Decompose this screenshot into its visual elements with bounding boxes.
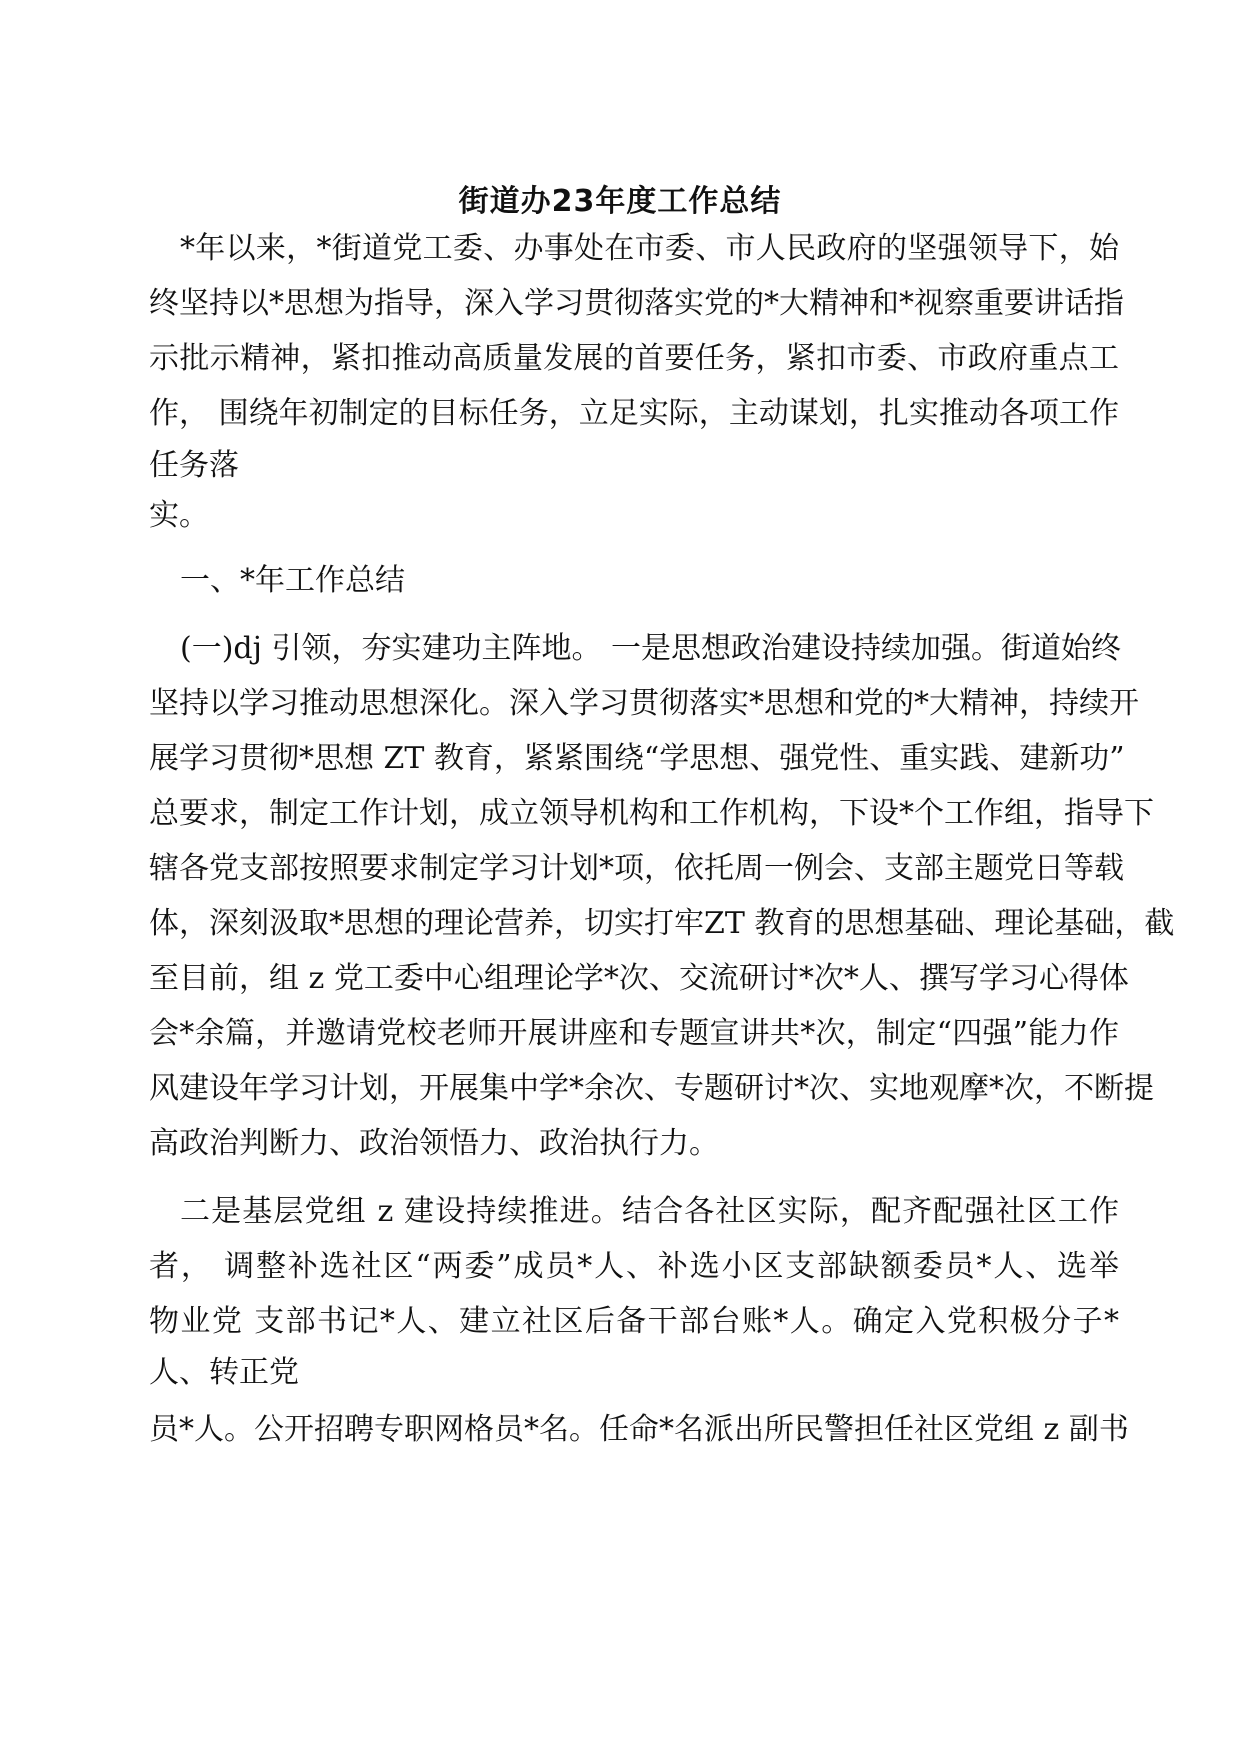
body-line: 示批示精神，紧扣推动高质量发展的首要任务，紧扣市委、市政府重点工 xyxy=(149,341,1119,376)
document-title: 街道办23年度工作总结 xyxy=(458,184,782,219)
body-line: 风建设年学习计划，开展集中学*余次、专题研讨*次、实地观摩*次，不断提 xyxy=(149,1071,1154,1106)
body-line: 二是基层党组 z 建设持续推进。结合各社区实际，配齐配强社区工作 xyxy=(180,1194,1119,1229)
body-line: 人、转正党 xyxy=(149,1355,299,1390)
body-line: 任务落 xyxy=(149,448,239,483)
body-line: (一)dj 引领，夯实建功主阵地。 一是思想政治建设持续加强。街道始终 xyxy=(180,631,1121,666)
body-line: 总要求，制定工作计划，成立领导机构和工作机构，下设*个工作组，指导下 xyxy=(149,796,1154,831)
body-line: 者， 调整补选社区“两委”成员*人、补选小区支部缺额委员*人、选举 xyxy=(149,1249,1119,1284)
body-line: 终坚持以*思想为指导，深入学习贯彻落实党的*大精神和*视察重要讲话指 xyxy=(149,286,1124,321)
body-line: 物业党 支部书记*人、建立社区后备干部台账*人。确定入党积极分子* xyxy=(149,1304,1119,1339)
body-line: 会*余篇，并邀请党校老师开展讲座和专题宣讲共*次，制定“四强”能力作 xyxy=(149,1016,1119,1051)
body-line: 作， 围绕年初制定的目标任务，立足实际，主动谋划，扎实推动各项工作 xyxy=(149,396,1119,431)
body-line: *年以来，*街道党工委、办事处在市委、市人民政府的坚强领导下，始 xyxy=(180,231,1119,266)
body-line: 坚持以学习推动思想深化。深入学习贯彻落实*思想和党的*大精神，持续开 xyxy=(149,686,1139,721)
body-line: 展学习贯彻*思想 ZT 教育，紧紧围绕“学思想、强党性、重实践、建新功” xyxy=(149,741,1125,776)
body-line: 员*人。公开招聘专职网格员*名。任命*名派出所民警担任社区党组 z 副书 xyxy=(149,1412,1129,1447)
body-line: 实。 xyxy=(149,498,209,533)
body-line: 高政治判断力、政治领悟力、政治执行力。 xyxy=(149,1126,719,1161)
body-line: 体，深刻汲取*思想的理论营养，切实打牢ZT 教育的思想基础、理论基础，截 xyxy=(149,906,1175,941)
body-line: 辖各党支部按照要求制定学习计划*项，依托周一例会、支部主题党日等载 xyxy=(149,851,1124,886)
section-heading: 一、*年工作总结 xyxy=(180,563,405,598)
body-line: 至目前，组 z 党工委中心组理论学*次、交流研讨*次*人、撰写学习心得体 xyxy=(149,961,1129,996)
